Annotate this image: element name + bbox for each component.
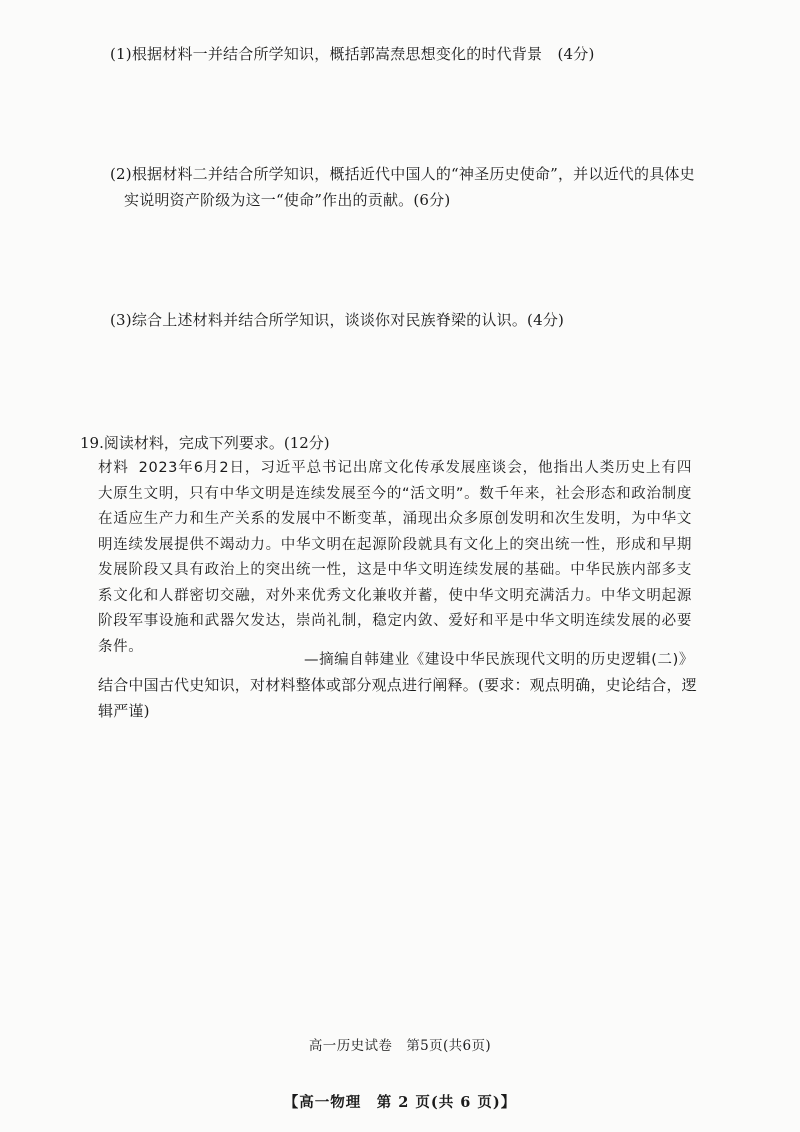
question-1-sub: (1)根据材料一并结合所学知识，概括郭嵩焘思想变化的时代背景 (4分)	[110, 45, 595, 63]
question-3-sub: (3)综合上述材料并结合所学知识，谈谈你对民族脊梁的认识。(4分)	[110, 311, 565, 329]
material-label: 材料	[98, 460, 129, 476]
question-19-material	[98, 456, 692, 660]
question-2-sub-line1: (2)根据材料二并结合所学知识，概括近代中国人的“神圣历史使命”，并以近代的具体史	[110, 165, 695, 183]
material-source: —摘编自韩建业《建设中华民族现代文明的历史逻辑(二)》	[303, 652, 694, 668]
question-2-sub-line2: 实说明资产阶级为这一“使命”作出的贡献。(6分)	[124, 191, 451, 209]
question-19-heading: 19.阅读材料，完成下列要求。(12分)	[80, 434, 330, 452]
material-text: 2023年6月2日，习近平总书记出席文化传承发展座谈会，他指出人类历史上有四大原生文明，只有中华文明是连续发展至今的“活文明”。数千年来，社会形态和政治制度在适应生产力和生产关系的发展中不断变革，涌现出众多原创发明和次生发明，为中华文明连续发展提供不竭动力。中华文明在起源阶段就具有文化上的突出统一性，形成和早期发展阶段又具有政治上的突出统一性，这是中华文明连续发展的基础。中华民族内部多支系文化和人群密切交融，对外来优秀文化兼收并蓄，使中华文明充满活力。中华文明起源阶段军事设施和武器欠发达，崇尚礼制，稳定内敛、爱好和平是中华文明连续发展的必要条件。	[98, 460, 693, 655]
page-footer-history: 高一历史试卷 第5页(共6页)	[308, 1038, 492, 1054]
question-19-requirement: 结合中国古代史知识，对材料整体或部分观点进行阐释。(要求：观点明确，史论结合，逻辑严谨)	[98, 676, 697, 720]
page-footer-physics: 【高一物理 第 2 页(共 6 页)】	[283, 1094, 517, 1111]
